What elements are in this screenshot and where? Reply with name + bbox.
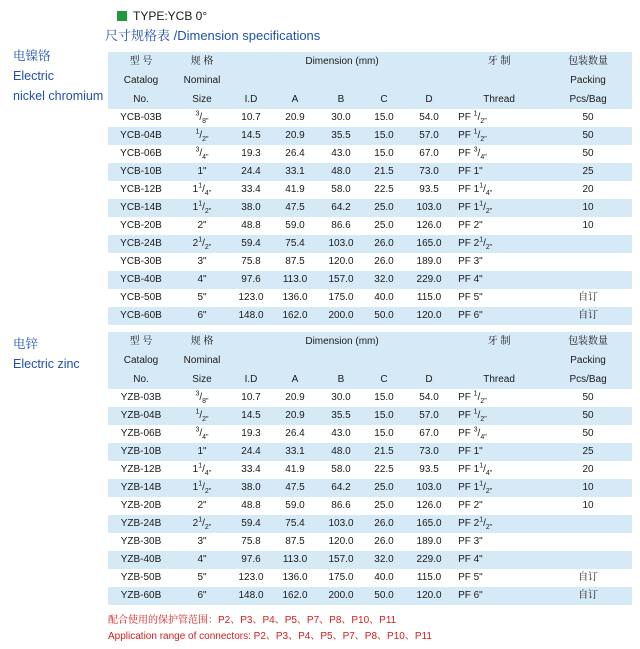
cell-c: 40.0	[364, 569, 404, 587]
cell-c: 22.5	[364, 461, 404, 479]
cell-a: 59.0	[272, 217, 318, 235]
cell-a: 33.1	[272, 443, 318, 461]
cell-d: 57.0	[404, 127, 454, 145]
cell-pcs: 10	[544, 217, 632, 235]
cell-size: 2"	[174, 217, 230, 235]
header-row-1	[108, 332, 632, 351]
note-en: Application range of connectors: P2、P3、P4、P5、P7、P8、P10、P11	[108, 631, 432, 642]
cell-pcs: 50	[544, 127, 632, 145]
cell-b: 35.5	[318, 127, 364, 145]
cell-thread: PF $1^1/_{2"}$	[454, 479, 544, 497]
cell-d: 229.0	[404, 551, 454, 569]
cell-d: 120.0	[404, 307, 454, 325]
cell-d: 67.0	[404, 425, 454, 443]
cell-id: 75.8	[230, 253, 272, 271]
cell-a: 59.0	[272, 497, 318, 515]
cell-thread: PF $^1/_{2"}$	[454, 407, 544, 425]
cell-d: 54.0	[404, 389, 454, 407]
cell-pcs: 10	[544, 479, 632, 497]
cell-pcs: 10	[544, 497, 632, 515]
cell-a: 75.4	[272, 235, 318, 253]
cell-pcs: 50	[544, 145, 632, 163]
cell-id: 97.6	[230, 271, 272, 289]
cell-a: 47.5	[272, 479, 318, 497]
cell-b: 200.0	[318, 587, 364, 605]
cell-catalog: YZB-50B	[108, 569, 174, 587]
header-size-cn: 规 格	[174, 52, 230, 71]
cell-size: $1^1/_{4"}$	[174, 181, 230, 199]
cell-size: $1^1/_{4"}$	[174, 461, 230, 479]
cell-catalog: YCB-03B	[108, 109, 174, 127]
cell-pcs: 自订	[544, 569, 632, 587]
cell-thread: PF 5"	[454, 569, 544, 587]
cell-a: 162.0	[272, 307, 318, 325]
section-label-zinc: 电锌 Electric zinc	[13, 337, 80, 371]
cell-d: 126.0	[404, 217, 454, 235]
cell-id: 19.3	[230, 425, 272, 443]
cell-d: 73.0	[404, 443, 454, 461]
cell-pcs	[544, 533, 632, 551]
cell-d: 115.0	[404, 289, 454, 307]
cell-thread: PF $2^1/_{2"}$	[454, 235, 544, 253]
cell-id: 48.8	[230, 217, 272, 235]
cell-size: $2^1/_{2"}$	[174, 235, 230, 253]
spec-title: 尺寸规格表 /Dimension specifications	[105, 28, 321, 43]
cell-c: 25.0	[364, 199, 404, 217]
table-row	[108, 271, 632, 289]
cell-b: 157.0	[318, 271, 364, 289]
table-row	[108, 181, 632, 199]
cell-b: 43.0	[318, 145, 364, 163]
cell-catalog: YZB-04B	[108, 407, 174, 425]
header-row-1	[108, 52, 632, 71]
cell-a: 113.0	[272, 271, 318, 289]
header-catalog-cn: 型 号	[108, 332, 174, 351]
cell-pcs: 50	[544, 109, 632, 127]
header-packing-en: Packing	[544, 71, 632, 90]
cell-pcs: 25	[544, 443, 632, 461]
cell-c: 25.0	[364, 479, 404, 497]
cell-catalog: YCB-14B	[108, 199, 174, 217]
cell-pcs: 25	[544, 163, 632, 181]
header-packing-cn: 包装数量	[544, 332, 632, 351]
cell-id: 38.0	[230, 199, 272, 217]
cell-id: 14.5	[230, 407, 272, 425]
cell-d: 93.5	[404, 461, 454, 479]
header-row-3	[108, 370, 632, 389]
cell-a: 47.5	[272, 199, 318, 217]
cell-d: 93.5	[404, 181, 454, 199]
cell-thread: PF 1"	[454, 443, 544, 461]
table-row	[108, 163, 632, 181]
cell-c: 40.0	[364, 289, 404, 307]
cell-size: 3"	[174, 533, 230, 551]
cell-b: 103.0	[318, 235, 364, 253]
cell-c: 50.0	[364, 587, 404, 605]
cell-pcs: 50	[544, 389, 632, 407]
cell-c: 15.0	[364, 145, 404, 163]
cell-size: $^3/_{8"}$	[174, 109, 230, 127]
table-row	[108, 587, 632, 605]
cell-c: 15.0	[364, 389, 404, 407]
cell-id: 24.4	[230, 443, 272, 461]
cell-catalog: YCB-60B	[108, 307, 174, 325]
cell-catalog: YCB-06B	[108, 145, 174, 163]
header-dimension: Dimension (mm)	[230, 52, 454, 71]
cell-catalog: YZB-03B	[108, 389, 174, 407]
header-b: B	[318, 90, 364, 109]
cell-d: 67.0	[404, 145, 454, 163]
cell-c: 22.5	[364, 181, 404, 199]
cell-c: 21.5	[364, 163, 404, 181]
table-row	[108, 479, 632, 497]
cell-thread: PF $1^1/_{2"}$	[454, 199, 544, 217]
header-thread: Thread	[454, 370, 544, 389]
cell-thread: PF 3"	[454, 533, 544, 551]
header-catalog-en: Catalog	[108, 71, 174, 90]
table-row	[108, 425, 632, 443]
cell-pcs: 50	[544, 407, 632, 425]
cell-b: 120.0	[318, 253, 364, 271]
cell-d: 229.0	[404, 271, 454, 289]
cell-pcs	[544, 551, 632, 569]
cell-c: 15.0	[364, 425, 404, 443]
cell-a: 33.1	[272, 163, 318, 181]
cell-c: 21.5	[364, 443, 404, 461]
cell-b: 175.0	[318, 569, 364, 587]
table-row	[108, 235, 632, 253]
header-thread: Thread	[454, 90, 544, 109]
cell-d: 73.0	[404, 163, 454, 181]
cell-size: 1"	[174, 163, 230, 181]
header-dimension: Dimension (mm)	[230, 332, 454, 351]
header-a: A	[272, 90, 318, 109]
header-b: B	[318, 370, 364, 389]
header-packing-cn: 包装数量	[544, 52, 632, 71]
header-c: C	[364, 370, 404, 389]
cell-pcs: 20	[544, 181, 632, 199]
cell-catalog: YCB-40B	[108, 271, 174, 289]
header-row-2	[108, 71, 632, 90]
cell-size: $2^1/_{2"}$	[174, 515, 230, 533]
table-row	[108, 389, 632, 407]
cell-c: 25.0	[364, 217, 404, 235]
cell-size: $^3/_{4"}$	[174, 425, 230, 443]
table-row	[108, 289, 632, 307]
header-size: Size	[174, 90, 230, 109]
header-thread-cn: 牙 制	[454, 332, 544, 351]
cell-id: 123.0	[230, 569, 272, 587]
table-row	[108, 497, 632, 515]
cell-thread: PF $1^1/_{4"}$	[454, 461, 544, 479]
cell-b: 48.0	[318, 163, 364, 181]
cell-a: 41.9	[272, 461, 318, 479]
cell-thread: PF 6"	[454, 307, 544, 325]
cell-d: 126.0	[404, 497, 454, 515]
cell-thread: PF 6"	[454, 587, 544, 605]
cell-id: 148.0	[230, 587, 272, 605]
note-cn: 配合使用的保护管范围：P2、P3、P4、P5、P7、P8、P10、P11	[108, 615, 397, 626]
cell-size: $1^1/_{2"}$	[174, 199, 230, 217]
table-row	[108, 569, 632, 587]
cell-b: 30.0	[318, 109, 364, 127]
cell-b: 157.0	[318, 551, 364, 569]
cell-id: 14.5	[230, 127, 272, 145]
cell-pcs: 自订	[544, 587, 632, 605]
cell-thread: PF 4"	[454, 551, 544, 569]
cell-thread: PF 4"	[454, 271, 544, 289]
header-row-2	[108, 351, 632, 370]
header-d: D	[404, 370, 454, 389]
cell-size: 2"	[174, 497, 230, 515]
cell-a: 20.9	[272, 109, 318, 127]
header-size-en: Nominal	[174, 351, 230, 370]
cell-a: 162.0	[272, 587, 318, 605]
cell-d: 103.0	[404, 199, 454, 217]
cell-id: 33.4	[230, 461, 272, 479]
cell-thread: PF $^3/_{4"}$	[454, 145, 544, 163]
cell-id: 59.4	[230, 515, 272, 533]
cell-thread: PF $^1/_{2"}$	[454, 127, 544, 145]
green-square-icon	[117, 11, 127, 21]
cell-catalog: YCB-24B	[108, 235, 174, 253]
cell-pcs	[544, 253, 632, 271]
cell-c: 15.0	[364, 127, 404, 145]
cell-c: 15.0	[364, 407, 404, 425]
header-row-3	[108, 90, 632, 109]
cell-catalog: YZB-20B	[108, 497, 174, 515]
header-size: Size	[174, 370, 230, 389]
cell-id: 33.4	[230, 181, 272, 199]
cell-b: 175.0	[318, 289, 364, 307]
cell-d: 54.0	[404, 109, 454, 127]
header-pcs: Pcs/Bag	[544, 370, 632, 389]
cell-size: 4"	[174, 271, 230, 289]
cell-size: 5"	[174, 289, 230, 307]
cell-d: 57.0	[404, 407, 454, 425]
cell-d: 165.0	[404, 235, 454, 253]
cell-a: 41.9	[272, 181, 318, 199]
header-catalog-no: No.	[108, 370, 174, 389]
header-d: D	[404, 90, 454, 109]
cell-d: 189.0	[404, 533, 454, 551]
cell-b: 58.0	[318, 181, 364, 199]
cell-b: 120.0	[318, 533, 364, 551]
cell-c: 25.0	[364, 497, 404, 515]
header-pcs: Pcs/Bag	[544, 90, 632, 109]
type-label: TYPE:YCB 0°	[117, 8, 207, 24]
cell-b: 58.0	[318, 461, 364, 479]
cell-a: 20.9	[272, 407, 318, 425]
cell-size: $^3/_{4"}$	[174, 145, 230, 163]
header-catalog-no: No.	[108, 90, 174, 109]
header-size-en: Nominal	[174, 71, 230, 90]
table-row	[108, 145, 632, 163]
cell-catalog: YCB-50B	[108, 289, 174, 307]
cell-b: 64.2	[318, 199, 364, 217]
cell-a: 87.5	[272, 253, 318, 271]
cell-id: 38.0	[230, 479, 272, 497]
header-thread-cn: 牙 制	[454, 52, 544, 71]
cell-pcs	[544, 515, 632, 533]
cell-catalog: YCB-12B	[108, 181, 174, 199]
cell-c: 32.0	[364, 271, 404, 289]
cell-a: 26.4	[272, 425, 318, 443]
header-packing-en: Packing	[544, 351, 632, 370]
cell-pcs	[544, 235, 632, 253]
cell-pcs: 自订	[544, 307, 632, 325]
cell-a: 87.5	[272, 533, 318, 551]
cell-c: 26.0	[364, 235, 404, 253]
header-a: A	[272, 370, 318, 389]
cell-catalog: YCB-04B	[108, 127, 174, 145]
cell-thread: PF $^3/_{4"}$	[454, 425, 544, 443]
cell-id: 97.6	[230, 551, 272, 569]
cell-catalog: YZB-40B	[108, 551, 174, 569]
cell-size: $^3/_{8"}$	[174, 389, 230, 407]
cell-b: 43.0	[318, 425, 364, 443]
cell-thread: PF $^1/_{2"}$	[454, 109, 544, 127]
table-row	[108, 461, 632, 479]
cell-b: 64.2	[318, 479, 364, 497]
cell-a: 20.9	[272, 389, 318, 407]
cell-size: $^1/_{2"}$	[174, 407, 230, 425]
cell-c: 26.0	[364, 533, 404, 551]
cell-a: 113.0	[272, 551, 318, 569]
cell-a: 20.9	[272, 127, 318, 145]
cell-catalog: YZB-10B	[108, 443, 174, 461]
cell-catalog: YZB-14B	[108, 479, 174, 497]
cell-a: 26.4	[272, 145, 318, 163]
cell-d: 103.0	[404, 479, 454, 497]
cell-pcs: 50	[544, 425, 632, 443]
header-size-cn: 规 格	[174, 332, 230, 351]
header-catalog-cn: 型 号	[108, 52, 174, 71]
cell-id: 10.7	[230, 389, 272, 407]
table-row	[108, 253, 632, 271]
cell-catalog: YCB-30B	[108, 253, 174, 271]
cell-size: 4"	[174, 551, 230, 569]
cell-thread: PF 2"	[454, 497, 544, 515]
cell-c: 15.0	[364, 109, 404, 127]
cell-pcs: 自订	[544, 289, 632, 307]
cell-b: 48.0	[318, 443, 364, 461]
cell-d: 120.0	[404, 587, 454, 605]
cell-thread: PF 2"	[454, 217, 544, 235]
spec-table-zinc	[108, 332, 632, 605]
cell-thread: PF 1"	[454, 163, 544, 181]
cell-size: 3"	[174, 253, 230, 271]
cell-id: 123.0	[230, 289, 272, 307]
cell-pcs: 20	[544, 461, 632, 479]
cell-size: $1^1/_{2"}$	[174, 479, 230, 497]
cell-catalog: YZB-30B	[108, 533, 174, 551]
cell-thread: PF $1^1/_{4"}$	[454, 181, 544, 199]
cell-size: 6"	[174, 307, 230, 325]
header-c: C	[364, 90, 404, 109]
cell-b: 86.6	[318, 217, 364, 235]
cell-d: 115.0	[404, 569, 454, 587]
cell-catalog: YCB-20B	[108, 217, 174, 235]
cell-b: 200.0	[318, 307, 364, 325]
cell-size: $^1/_{2"}$	[174, 127, 230, 145]
cell-d: 189.0	[404, 253, 454, 271]
cell-a: 75.4	[272, 515, 318, 533]
header-catalog-en: Catalog	[108, 351, 174, 370]
cell-id: 59.4	[230, 235, 272, 253]
cell-b: 86.6	[318, 497, 364, 515]
cell-pcs	[544, 271, 632, 289]
table-row	[108, 307, 632, 325]
cell-id: 19.3	[230, 145, 272, 163]
header-id: I.D	[230, 90, 272, 109]
cell-thread: PF $^1/_{2"}$	[454, 389, 544, 407]
cell-id: 48.8	[230, 497, 272, 515]
table-row	[108, 109, 632, 127]
cell-thread: PF $2^1/_{2"}$	[454, 515, 544, 533]
cell-thread: PF 3"	[454, 253, 544, 271]
cell-size: 1"	[174, 443, 230, 461]
cell-size: 6"	[174, 587, 230, 605]
table-row	[108, 533, 632, 551]
cell-catalog: YCB-10B	[108, 163, 174, 181]
cell-id: 10.7	[230, 109, 272, 127]
cell-thread: PF 5"	[454, 289, 544, 307]
cell-a: 136.0	[272, 289, 318, 307]
section-label-nickel: 电镍铬 Electric nickel chromium	[13, 49, 104, 103]
table-row	[108, 407, 632, 425]
cell-id: 24.4	[230, 163, 272, 181]
table-row	[108, 443, 632, 461]
cell-a: 136.0	[272, 569, 318, 587]
table-row	[108, 199, 632, 217]
header-id: I.D	[230, 370, 272, 389]
cell-c: 50.0	[364, 307, 404, 325]
table-row	[108, 515, 632, 533]
spec-table-nickel	[108, 52, 632, 325]
cell-id: 148.0	[230, 307, 272, 325]
table-row	[108, 217, 632, 235]
cell-size: 5"	[174, 569, 230, 587]
cell-catalog: YZB-06B	[108, 425, 174, 443]
table-row	[108, 127, 632, 145]
cell-pcs: 10	[544, 199, 632, 217]
cell-id: 75.8	[230, 533, 272, 551]
table-row	[108, 551, 632, 569]
cell-catalog: YZB-12B	[108, 461, 174, 479]
cell-b: 35.5	[318, 407, 364, 425]
cell-d: 165.0	[404, 515, 454, 533]
cell-c: 32.0	[364, 551, 404, 569]
cell-catalog: YZB-60B	[108, 587, 174, 605]
cell-b: 30.0	[318, 389, 364, 407]
cell-b: 103.0	[318, 515, 364, 533]
cell-c: 26.0	[364, 253, 404, 271]
cell-c: 26.0	[364, 515, 404, 533]
cell-catalog: YZB-24B	[108, 515, 174, 533]
